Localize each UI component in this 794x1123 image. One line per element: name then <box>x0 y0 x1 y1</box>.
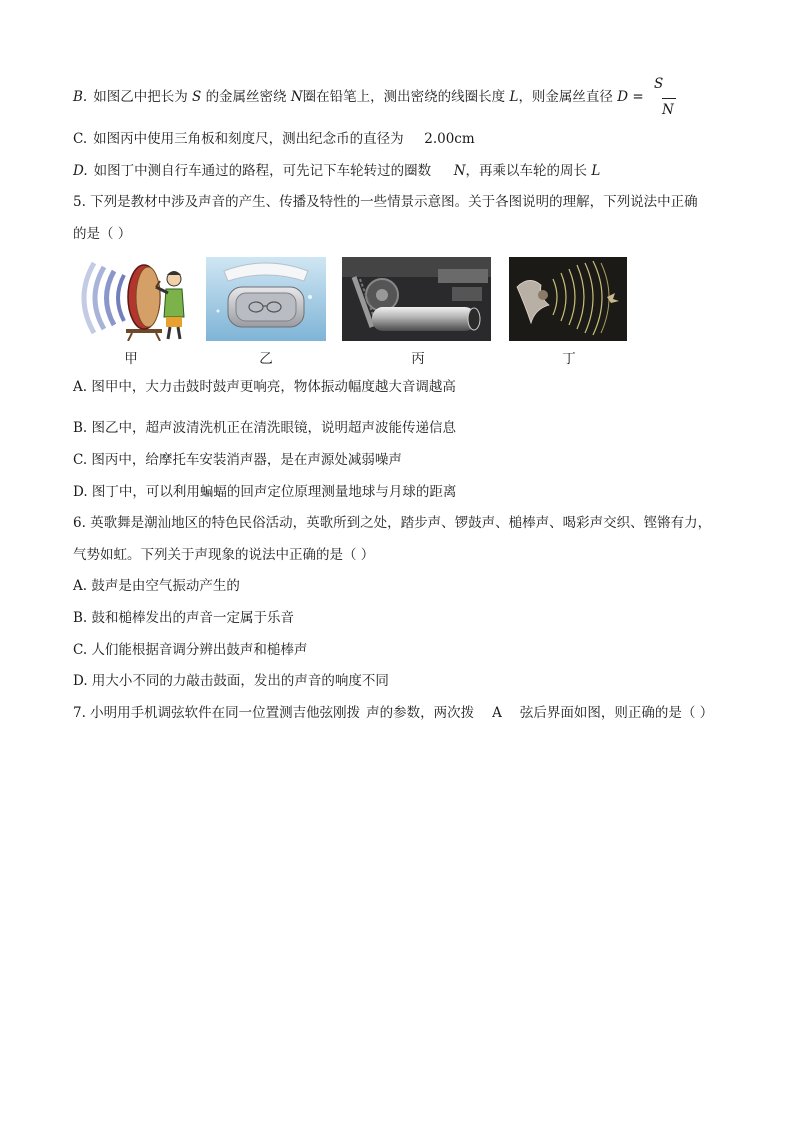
variable-n: N <box>453 163 466 179</box>
variable-s: S <box>192 89 202 105</box>
q5-option-d: D. 图丁中，可以利用蝙蝠的回声定位原理测量地球与月球的距离 <box>73 484 457 500</box>
option-text: 如图丙中使用三角板和刻度尺，测出纪念币的直径为 <box>93 131 404 147</box>
option-text: 圈在铅笔上，测出密绕的线圈长度 <box>302 89 506 105</box>
fraction-numerator: S <box>653 75 664 92</box>
q6-option-d: D. 用大小不同的力敲击鼓面，发出的声音的响度不同 <box>73 673 389 689</box>
bat-illustration <box>509 257 627 341</box>
variable-l: L <box>591 163 601 179</box>
diameter-value: 2.00cm <box>424 131 475 147</box>
figure-yi-ultrasonic-cleaner <box>206 257 326 341</box>
q4-option-c <box>73 130 475 148</box>
option-text: ，再乘以车轮的周长 <box>465 163 588 179</box>
caption-bing: 丙 <box>411 351 425 367</box>
q5-option-a: A. 图甲中，大力击鼓时鼓声更响亮，物体振动幅度越大音调越高 <box>73 379 456 395</box>
q7-text: 7. 小明用手机调弦软件在同一位置测吉他弦刚拨 <box>73 705 361 721</box>
option-text: ，则金属丝直径 <box>518 89 613 105</box>
option-text: 如图丁中测自行车通过的路程，可先记下车轮转过的圈数 <box>93 163 432 179</box>
figure-ding-bat-echolocation <box>509 257 627 341</box>
q6-stem-line2: 气势如虹。下列关于声现象的说法中正确的是（ ） <box>73 547 375 563</box>
q5-stem-line1: 5. 下列是教材中涉及声音的产生、传播及特性的一些情景示意图。关于各图说明的理解，下列说法中正确 <box>73 194 698 210</box>
q5-option-c: C. 图丙中，给摩托车安装消声器，是在声源处减弱噪声 <box>73 452 402 468</box>
option-text: 如图乙中把长为 <box>93 89 188 105</box>
q7-stem <box>73 704 713 722</box>
q7-string-label: A <box>492 705 502 721</box>
q6-stem-line1: 6. 英歌舞是潮汕地区的特色民俗活动，英歌所到之处，踏步声、锣鼓声、槌棒声、喝彩声交织、铿锵有力， <box>73 515 712 531</box>
q6-option-b: B. 鼓和槌棒发出的声音一定属于乐音 <box>73 610 295 626</box>
muffler-illustration <box>342 257 491 341</box>
variable-l: L <box>509 89 519 105</box>
option-text: 的金属丝密绕 <box>205 89 287 105</box>
figure-bing-motorcycle-muffler <box>342 257 491 341</box>
caption-jia: 甲 <box>124 351 138 367</box>
cleaner-illustration <box>206 257 326 341</box>
q5-stem-line2: 的是（ ） <box>73 226 132 242</box>
q5-option-b: B. 图乙中，超声波清洗机正在清洗眼镜，说明超声波能传递信息 <box>73 420 457 436</box>
q4-option-b <box>73 75 678 118</box>
fraction-denominator: N <box>661 101 674 118</box>
equals-sign: = <box>632 89 644 105</box>
figure-jia-drum <box>72 255 190 341</box>
drum-illustration <box>72 255 190 341</box>
q6-option-c: C. 人们能根据音调分辨出鼓声和槌棒声 <box>73 642 308 658</box>
q7-text: 声的参数，两次拨 <box>366 705 475 721</box>
variable-d: D <box>617 89 629 105</box>
option-label: C. <box>73 131 88 147</box>
caption-yi: 乙 <box>259 351 273 367</box>
fraction-s-over-n <box>648 75 678 118</box>
fraction-bar <box>662 98 676 99</box>
caption-ding: 丁 <box>562 351 576 367</box>
option-label: D. <box>73 163 88 179</box>
option-label: B. <box>73 89 88 105</box>
q4-option-d <box>73 162 600 180</box>
q6-option-a: A. 鼓声是由空气振动产生的 <box>73 578 240 594</box>
variable-n: N <box>290 89 303 105</box>
q7-text: 弦后界面如图，则正确的是（ ） <box>519 705 714 721</box>
